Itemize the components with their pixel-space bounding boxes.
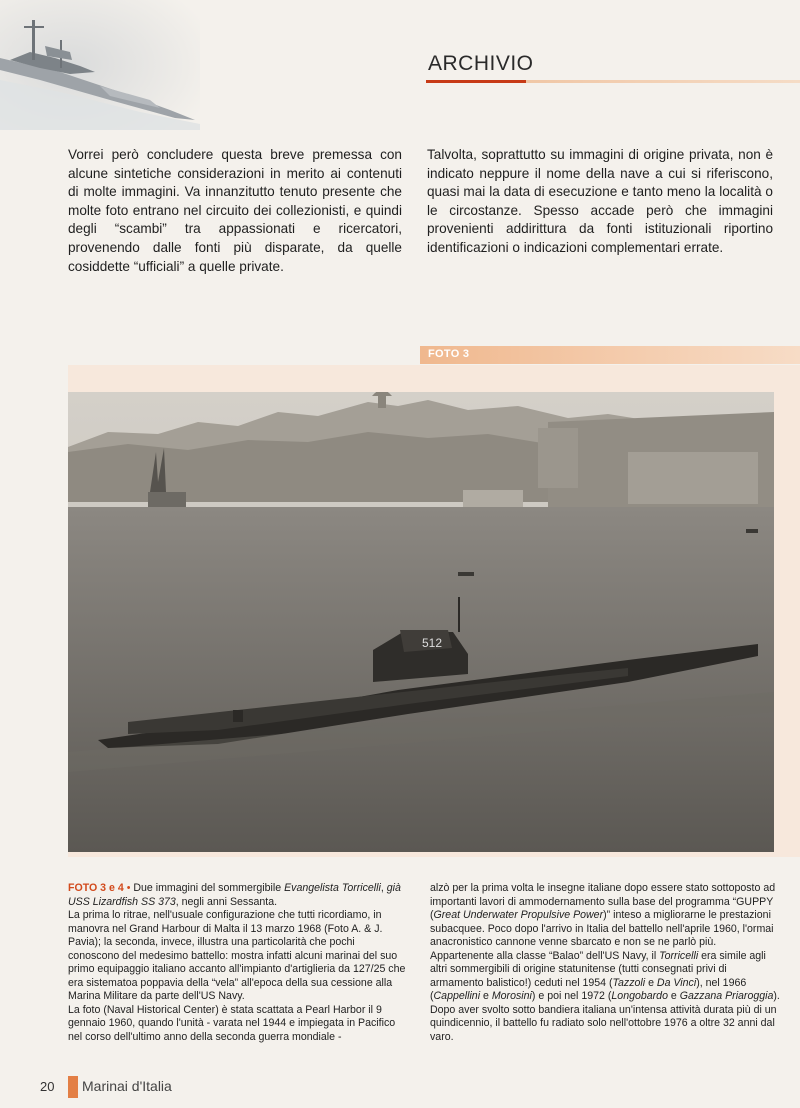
caption-text: e [480,990,492,1003]
caption-former-name: già USS Lizardfish SS 373 [68,882,401,908]
photo-label: FOTO 3 [428,348,470,360]
caption-text: )” inteso a migliorarne le prestazioni subacquee. Poco dopo l'arrivo in Italia del battello nell'aprile 1960, l'ormai anacronistico cannone venne sbarcato e non se ne parlò più. [430,909,774,949]
hull-number: 512 [422,636,443,650]
caption-text: ). [773,990,780,1003]
caption-ship-name: Cappellini [433,990,481,1003]
caption-right-column [430,882,780,1045]
warship-header-illustration [0,0,200,130]
caption-paragraph: La foto (Naval Historical Center) è stata scattata a Pearl Harbor il 9 gennaio 1960, quando l'unità - varata nel 1944 e impiegata in Pacifico nel corso dell'ultimo anno della seconda guerra mondiale - [68,1003,396,1044]
intro-paragraph-right: Talvolta, soprattutto su immagini di origine privata, non è indicato neppure il nome della nave a cui si riferiscono, quasi mai la data di esecuzione e tanto meno la località o le circostanze. Spesso accade però che immagini provenienti addirittura da fonti istituzionali riportino identificazioni o indicazioni complementari errate. [427,147,773,255]
caption-text: era simile agli altri sommergibili di origine statunitense (tutti consegnati privi di armamento balistico!) ceduti nel 1954 ( [430,949,766,989]
submarine-harbour-photo [68,392,774,852]
caption-text: alzò per la prima volta le insegne italiane dopo essere stato sottoposto ad importanti lavori di ammodernamento sulla base del programma “GUPPY ( [430,882,776,922]
caption-ship-name: Evangelista Torricelli [284,882,381,894]
caption-text: ) e poi nel 1972 ( [531,990,612,1003]
section-title: ARCHIVIO [428,52,534,75]
caption-ship-name: Tazzoli [612,976,646,989]
caption-text: , [380,882,387,894]
caption-paragraph: La prima lo ritrae, nell'usuale configurazione che tutti ricordiamo, in manovra nel Grand Harbour di Malta il 13 marzo 1968 (Foto A. & J. Pavia); la seconda, invece, illustra una particolarità che pochi conoscono del medesimo battello: mostra infatti alcuni marinai del suo primo equipaggio italiano accanto all'impianto d'artiglieria da 127/25 che era sistematoa poppavia della “vela” all'epoca della sua cessione alla Marina Militare da parte dell'US Navy. [68,909,406,1003]
footer-accent-mark [68,1076,78,1098]
caption-guppy: Great Underwater Propulsive Power [433,909,604,922]
caption-ship-name: Torricelli [659,949,699,962]
caption-left-column [68,882,408,1045]
caption-text: ), nel 1966 ( [430,976,747,1003]
photo-label-tab [420,346,800,364]
caption-text: , negli anni Sessanta. [175,895,278,908]
caption-ship-name: Longobardo [611,990,668,1003]
caption-text: Appartenente alla classe “Balao” dell'US Navy, il [430,949,660,962]
photo-frame [68,365,800,857]
caption-paragraph: Dopo aver svolto sotto bandiera italiana un'intensa attività durata più di un quindicennio, il battello fu radiato solo nell'ottobre 1976 a oltre 32 anni dal varo. [430,1003,777,1044]
intro-paragraph-left: Vorrei però concludere questa breve premessa con alcune sintetiche considerazioni in merito ai contenuti di molte immagini. Va innanzitutto tenuto presente che molte foto entrano nel circuito dei collezionisti, e quindi degli “scambi” tra appassionati e ricercatori, provenendo dalle fonti più disparate, da quelle cosiddette “ufficiali” a quelle private. [68,147,402,274]
section-title-rule [426,80,800,83]
caption-bullet: • [126,882,131,894]
caption-text: e [645,976,657,989]
caption-text: e [667,990,680,1003]
caption-ship-name: Gazzana Priaroggia [679,990,774,1003]
page-number: 20 [40,1079,55,1094]
caption-text: Due immagini del sommergibile [133,882,285,894]
caption-label: FOTO 3 e 4 [68,882,124,894]
publication-name: Marinai d'Italia [82,1078,172,1094]
caption-ship-name: Morosini [491,990,532,1003]
caption-ship-name: Da Vinci [656,976,697,989]
